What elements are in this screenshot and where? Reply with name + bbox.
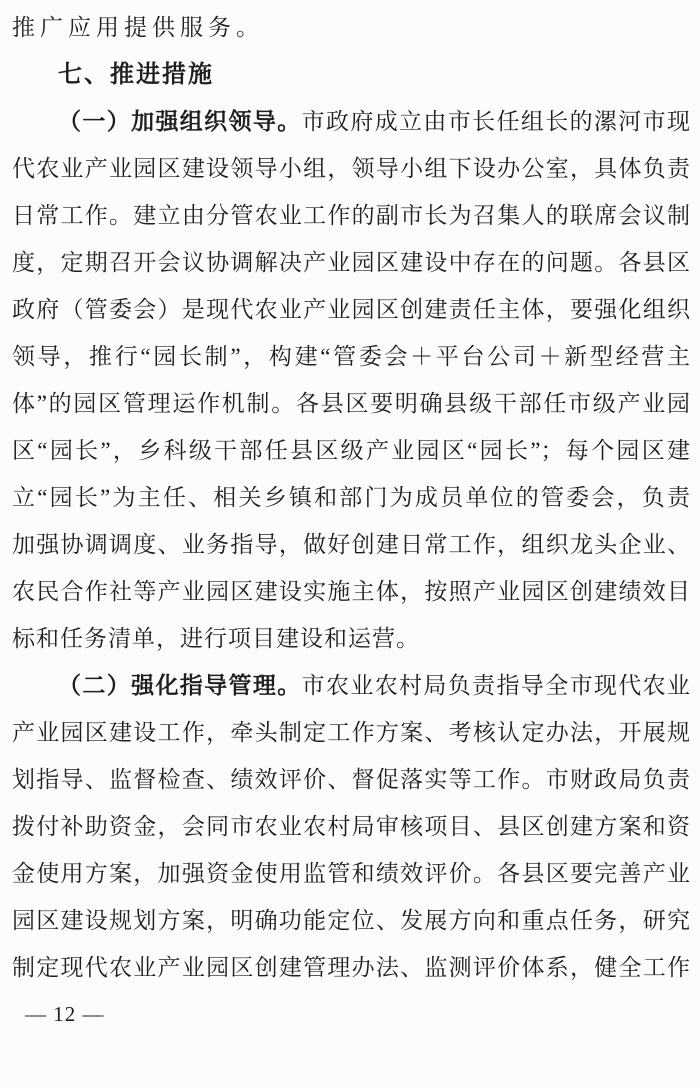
section-heading: 七、推进措施: [58, 61, 214, 88]
body-line: 日常工作。建立由分管农业工作的副市长为召集人的联席会议制: [12, 203, 690, 228]
body-line: 金使用方案，加强资金使用监管和绩效评价。各县区要完善产业: [12, 861, 690, 886]
body-line: 划指导、监督检查、绩效评价、督促落实等工作。市财政局负责: [12, 767, 690, 792]
body-line: 度，定期召开会议协调解决产业园区建设中存在的问题。各县区: [12, 250, 690, 275]
body-line: 产业园区建设工作，牵头制定工作方案、考核认定办法，开展规: [12, 720, 690, 745]
page-number: — 12 —: [25, 1002, 105, 1026]
body-text: 市政府成立由市长任组长的漯河市现: [301, 109, 691, 134]
body-line: [12, 98, 690, 145]
body-line: 农民合作社等产业园区建设实施主体，按照产业园区创建绩效目: [12, 579, 690, 604]
body-line: 制定现代农业产业园区创建管理办法、监测评价体系，健全工作: [12, 955, 690, 980]
body-line: 拨付补助资金，会同市农业农村局审核项目、县区创建方案和资: [12, 814, 690, 839]
paragraph-1-lead: （一）加强组织领导。: [58, 109, 302, 134]
paragraph-2-lead: （二）强化指导管理。: [58, 673, 302, 698]
body-line: 政府（管委会）是现代农业产业园区创建责任主体，要强化组织: [12, 297, 690, 322]
continuation-line: 推广应用提供服务。: [12, 15, 264, 40]
body-line: 标和任务清单，进行项目建设和运营。: [12, 626, 420, 651]
body-text: 市农业农村局负责指导全市现代农业: [301, 673, 691, 698]
body-line: [12, 662, 690, 709]
body-line: 代农业产业园区建设领导小组，领导小组下设办公室，具体负责: [12, 156, 690, 181]
body-line: 区“园长”，乡科级干部任县区级产业园区“园长”；每个园区建: [12, 438, 690, 463]
body-line: 领导，推行“园长制”，构建“管委会＋平台公司＋新型经营主: [12, 344, 690, 369]
body-line: 体”的园区管理运作机制。各县区要明确县级干部任市级产业园: [12, 391, 690, 416]
body-line: 立“园长”为主任、相关乡镇和部门为成员单位的管委会，负责: [12, 485, 690, 510]
body-line: 加强协调调度、业务指导，做好创建日常工作，组织龙头企业、: [12, 532, 690, 557]
body-line: 园区建设规划方案，明确功能定位、发展方向和重点任务，研究: [12, 908, 690, 933]
